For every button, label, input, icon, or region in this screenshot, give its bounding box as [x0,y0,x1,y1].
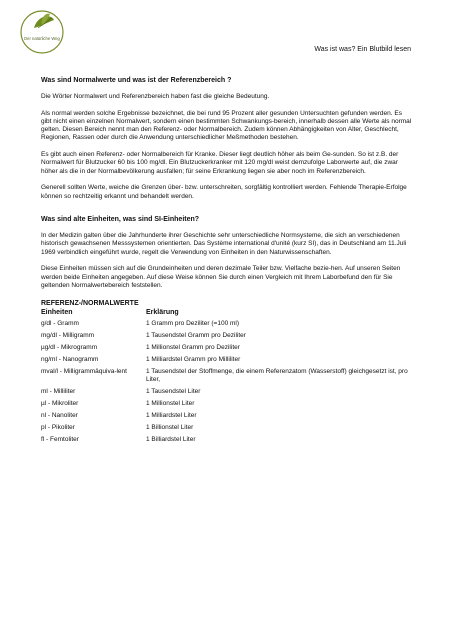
brand-logo [12,6,72,58]
paragraph: Generell sollten Werte, weiche die Grenzen über- bzw. unterschreiten, sorgfältig kontrolliert werden. Fehlende Therapie-Erfolge können so rechtzeitig erkannt und behandelt werden. [41,184,407,200]
table-row [41,412,413,420]
column-header-units: Einheiten [41,308,73,316]
explanation-cell: 1 Tausendstel Liter [146,387,201,395]
explanation-cell: 1 Gramm pro Deziliter (=100 ml) [146,319,240,327]
unit-cell: fl - Femtoliter [41,435,79,443]
paragraph: In der Medizin galten über die Jahrhunderte ihrer Geschichte sehr unterschiedliche Normsysteme, die sich an verschiedenen historisch gewachsenen Messsystemen orientierten. Das Système international d'unité (kurz SI), das in Deutschland am 11.Juli 1969 verbindlich eingeführt wurde, regelt die Verwendung von Einheiten in den Naturwissenschaften. [41,232,407,256]
table-row [41,332,413,340]
table-row [41,424,413,432]
unit-cell: pl - Pikoliter [41,423,75,431]
unit-cell: mg/dl - Milligramm [41,331,95,339]
document-header-title: Was ist was? Ein Blutbild lesen [314,46,411,53]
table-row [41,436,413,444]
explanation-cell: 1 Tausendstel Gramm pro Deziliter [146,331,246,339]
explanation-cell: 1 Millionstel Gramm pro Deziliter [146,343,240,351]
section-heading-normal-values: Was sind Normalwerte und was ist der Referenzbereich ? [41,77,232,84]
table-row [41,320,413,328]
leaf-logo-icon [12,6,72,58]
table-row [41,388,413,396]
section-heading-si-units: Was sind alte Einheiten, was sind SI-Einheiten? [41,216,200,224]
table-row [41,356,413,364]
table-row [41,368,413,384]
paragraph: Als normal werden solche Ergebnisse bezeichnet, die bei rund 95 Prozent aller gesunden Untersuchten gefunden werden. Es gibt nicht einen einzelnen Normalwert, sondern einen bestimmten Schwankungs-bereich, innerhalb dessen alle Werte als normal gelten. Diesen Bereich nennt man den Referenz- oder Normalbereich. Zudem können Abhängigkeiten von Alter, Geschlecht, Regionen, Rassen oder durch die Anwendung unterschiedlicher Meßmethoden bestehen. [41,109,412,142]
unit-cell: ng/ml - Nanogramm [41,355,99,363]
explanation-cell: 1 Millionstel Liter [146,399,195,407]
explanation-cell: 1 Milliardstel Gramm pro Milliliter [146,355,241,363]
unit-cell: ml - Milliliter [41,387,76,395]
table-row [41,344,413,352]
unit-cell: g/dl - Gramm [41,319,79,327]
explanation-cell: 1 Tausendstel der Stoffmenge, die einem Referenzatom (Wasserstoff) gleichgesetzt ist, pro Liter, [146,367,408,383]
column-header-explanation: Erklärung [146,308,179,316]
paragraph: Diese Einheiten müssen sich auf die Grundeinheiten und deren dezimale Teiler bzw. Vielfache bezie-hen. Auf unseren Seiten werden beide Einheiten angegeben. Auf diese Weise können Sie durch einen Vergleich mit Ihrem Laborbefund den für Sie geltenden Normalwertebereich feststellen. [41,265,401,289]
unit-cell: nl - Nanoliter [41,411,78,419]
paragraph: Die Wörter Normalwert und Referenzbereich haben fast die gleiche Bedeutung. [41,93,270,100]
table-title: REFERENZ-/NORMALWERTE [41,299,139,307]
explanation-cell: 1 Billiardstel Liter [146,435,196,443]
unit-cell: mval/l - Milligrammäquiva-lent [41,367,127,375]
explanation-cell: 1 Billionstel Liter [146,423,194,431]
paragraph: Es gibt auch einen Referenz- oder Normalbereich für Kranke. Dieser liegt deutlich höher als beim Ge-sunden. So ist z.B. der Normalwert für Blutzucker 60 bis 100 mg/dl. Ein Blutzuckerkranker mit 120 mg/dl weist demzufolge Laborwerte auf, die zwar höher als die in der Normalbevölkerung ausfallen; für seine Erkrankung liegen sie aber noch im Referenzbereich. [41,151,399,175]
unit-cell: µg/dl - Mikrogramm [41,343,98,351]
table-header-row [41,309,413,317]
unit-cell: µl - Mikroliter [41,399,79,407]
explanation-cell: 1 Milliardstel Liter [146,411,197,419]
document-body [41,76,413,448]
svg-text:Der natürliche Weg: Der natürliche Weg [24,36,60,41]
table-row [41,400,413,408]
